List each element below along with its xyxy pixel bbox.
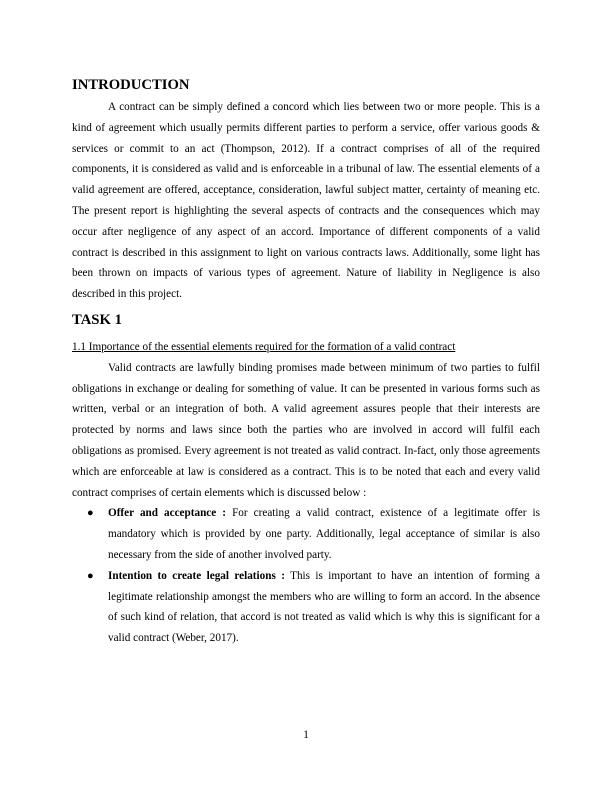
bullet-text: For creating a valid contract, existence of a legitimate offer is mandatory which is provided by one party. Additionally, legal acceptance of similar is also necessary from the side of another involved party. (108, 507, 541, 561)
bullet-title: Intention to create legal relations : (108, 569, 285, 582)
elements-bullet-list (72, 503, 540, 649)
introduction-heading: INTRODUCTION (72, 77, 190, 93)
bullet-text: This is important to have an intention of forming a legitimate relationship amongst the members who are willing to form an accord. In the absence of such kind of relation, that accord is not treated as valid which is why this is significant for a valid contract (Weber, 2017). (108, 569, 540, 645)
task-1-paragraph: Valid contracts are lawfully binding promises made between minimum of two parties to fulfil obligations in exchange or dealing for something of value. It can be presented in various forms such as written, verbal or an integration of both. A valid agreement assures people that their interests are protected by norms and laws since both the parties who are involved in accord will fulfil each obligations as promised. Every agreement is not treated as valid contract. In-fact, only those agreements which are enforceable at law is considered as a contract. This is to be noted that each and every valid contract comprises of certain elements which is discussed below : (72, 361, 540, 499)
bullet-title: Offer and acceptance : (108, 507, 227, 520)
bullet-intention-legal-relations (72, 566, 540, 649)
page-number: 1 (303, 729, 309, 741)
bullet-icon: ● (87, 507, 94, 520)
introduction-paragraph: A contract can be simply defined a concord which lies between two or more people. This is a kind of agreement which usually permits different parties to perform a service, offer various goods & services or commit to an act (Thompson, 2012). If a contract comprises of all of the required components, it is considered as valid and is enforceable in a tribunal of law. The essential elements of a valid agreement are offered, acceptance, consideration, lawful subject matter, certainty of meaning etc. The present report is highlighting the several aspects of contracts and the consequences which may occur after negligence of any aspect of an accord. Importance of different components of a valid contract is described in this assignment to light on various contracts laws. Additionally, some light has been thrown on impacts of various types of agreement. Nature of liability in Negligence is also described in this project. (72, 101, 540, 301)
bullet-offer-and-acceptance (72, 503, 540, 565)
task-1-heading: TASK 1 (72, 311, 122, 328)
document-page (72, 76, 540, 649)
section-1-1-subheading: 1.1 Importance of the essential elements required for the formation of a valid contract (72, 340, 456, 353)
bullet-icon: ● (87, 569, 94, 582)
